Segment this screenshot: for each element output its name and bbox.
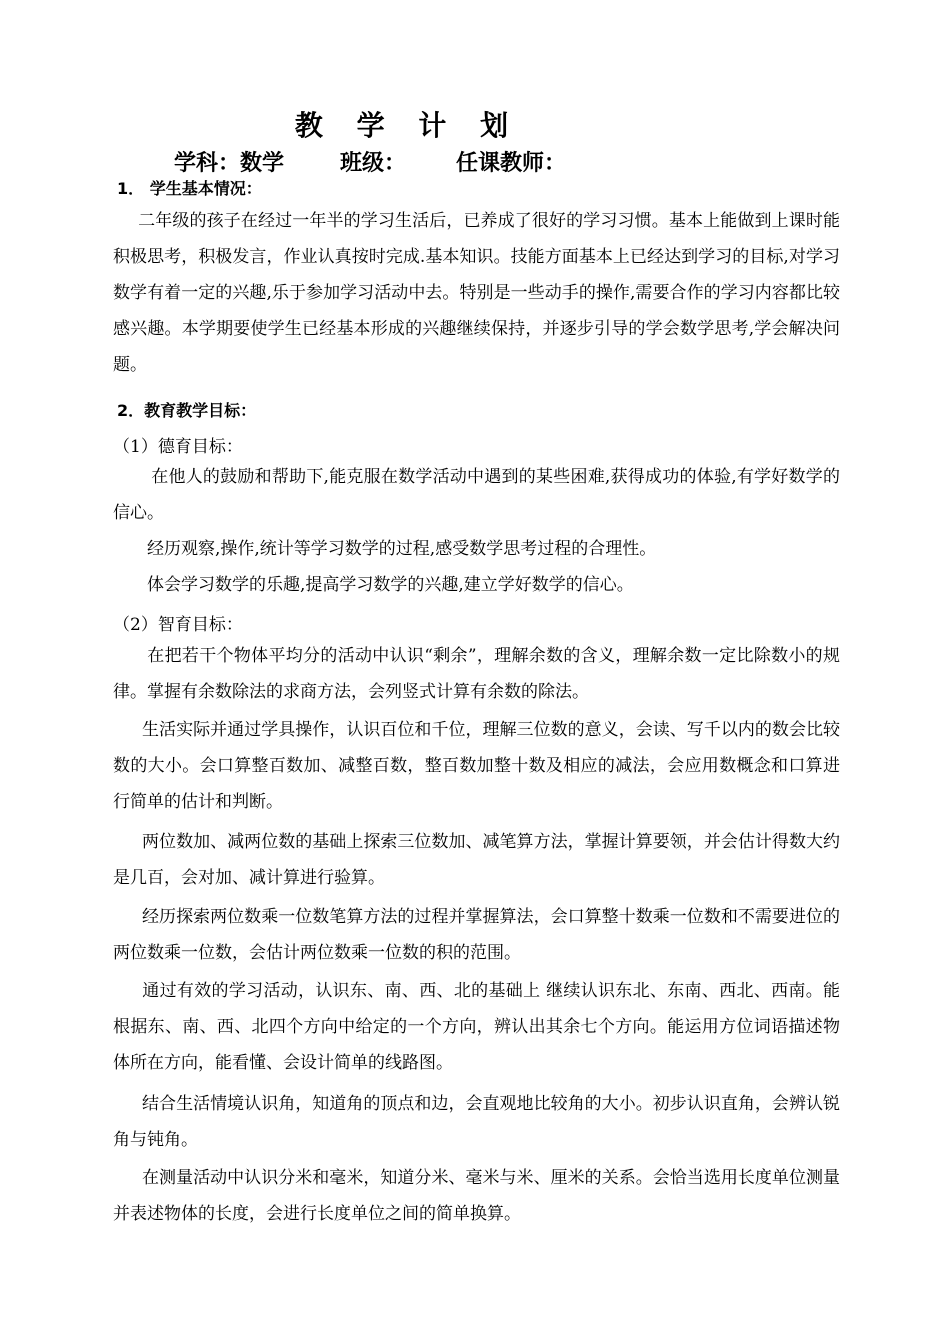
intellect-paragraph-3: 两位数加、减两位数的基础上探索三位数加、减笔算方法，掌握计算要领，并会估计得数大约是几百，会对加、减计算进行验算。 xyxy=(113,832,840,888)
intellect-paragraph-5: 通过有效的学习活动，认识东、南、西、北的基础上 继续认识东北、东南、西北、西南。能根据东、南、西、北四个方向中给定的一个方向，辨认出其余七个方向。能运用方位词语描述物体所在方向，能看懂、会设计简单的线路图。 xyxy=(113,981,840,1073)
moral-paragraph-2: 经历观察,操作,统计等学习数学的过程,感受数学思考过程的合理性。 xyxy=(147,539,657,559)
intellect-paragraph-1: 在把若干个物体平均分的活动中认识“剩余”，理解余数的含义，理解余数一定比除数小的规律。掌握有余数除法的求商方法，会列竖式计算有余数的除法。 xyxy=(113,646,840,702)
moral-goals-label: （1）德育目标： xyxy=(113,437,243,457)
document-title: 教 学 计 划 xyxy=(294,109,521,142)
section-1-paragraph: 二年级的孩子在经过一年半的学习生活后，已养成了很好的学习习惯。基本上能做到上课时能积极思考，积极发言，作业认真按时完成.基本知识。技能方面基本上已经达到学习的目标,对学习数学有着一定的兴趣,乐于参加学习活动中去。特别是一些动手的操作,需要合作的学习内容都比较感兴趣。本学期要使学生已经基本形成的兴趣继续保持，并逐步引导的学会数学思考,学会解决问题。 xyxy=(113,211,840,375)
course-info-line xyxy=(174,146,566,177)
intellect-paragraph-6: 结合生活情境认识角，知道角的顶点和边，会直观地比较角的大小。初步认识直角，会辨认锐角与钝角。 xyxy=(113,1094,840,1150)
section-2-heading: 2．教育教学目标： xyxy=(117,401,257,420)
intellect-paragraph-7: 在测量活动中认识分米和毫米，知道分米、毫米与米、厘米的关系。会恰当选用长度单位测量并表述物体的长度，会进行长度单位之间的简单换算。 xyxy=(113,1168,840,1224)
class-label: 班级： xyxy=(340,151,407,176)
moral-paragraph-3: 体会学习数学的乐趣,提高学习数学的兴趣,建立学好数学的信心。 xyxy=(147,575,634,595)
intellect-paragraph-4: 经历探索两位数乘一位数笔算方法的过程并掌握算法，会口算整十数乘一位数和不需要进位的两位数乘一位数，会估计两位数乘一位数的积的范围。 xyxy=(113,907,840,963)
teacher-label: 任课教师： xyxy=(456,151,567,176)
intellect-goals-label: （2）智育目标： xyxy=(113,615,243,635)
intellect-paragraph-2: 生活实际并通过学具操作，认识百位和千位，理解三位数的意义，会读、写千以内的数会比较数的大小。会口算整百数加、减整百数，整百数加整十数及相应的减法，会应用数概念和口算进行简单的估计和判断。 xyxy=(113,720,840,812)
subject-label: 学科：数学 xyxy=(174,151,285,176)
section-1-heading: 1． 学生基本情况： xyxy=(117,179,262,198)
moral-paragraph-1: 在他人的鼓励和帮助下,能克服在数学活动中遇到的某些困难,获得成功的体验,有学好数学的信心。 xyxy=(113,467,840,523)
